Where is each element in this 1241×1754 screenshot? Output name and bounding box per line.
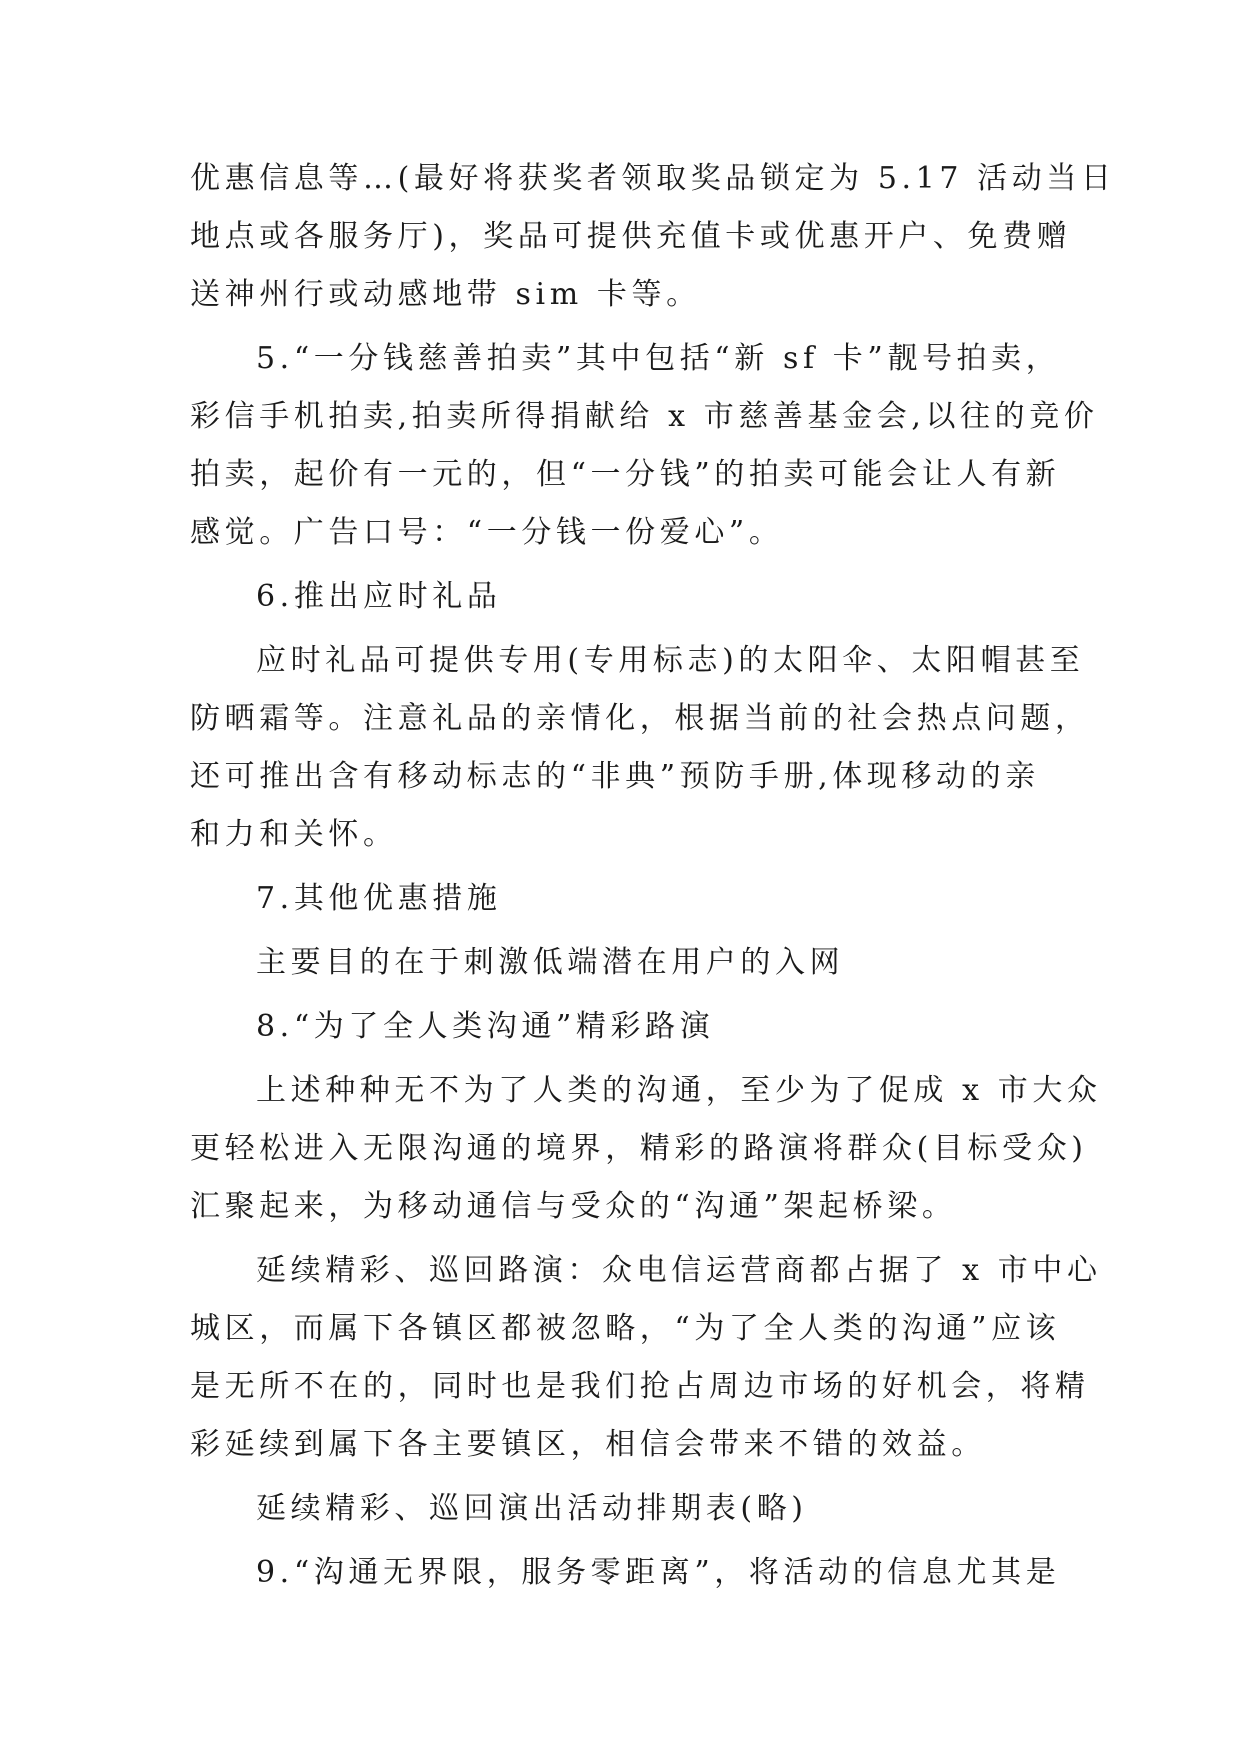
text-line: 应时礼品可提供专用(专用标志)的太阳伞、太阳帽甚至: [256, 643, 1085, 678]
text-line: 7.其他优惠措施: [256, 881, 502, 916]
text-line: 5.“一分钱慈善拍卖”其中包括“新 sf 卡”靓号拍卖，: [256, 341, 1061, 376]
text-line: 是无所不在的，同时也是我们抢占周边市场的好机会，将精: [190, 1369, 1090, 1404]
para-item-7-purpose: [190, 934, 1060, 992]
text-line: 还可推出含有移动标志的“非典”预防手册,体现移动的亲: [190, 759, 1040, 794]
para-item-8-schedule: [190, 1480, 1060, 1538]
text-line: 地点或各服务厅)，奖品可提供充值卡或优惠开户、免费赠: [190, 219, 1072, 254]
heading-item-7: [190, 870, 1060, 928]
heading-item-6: [190, 568, 1060, 626]
text-line: 城区，而属下各镇区都被忽略，“为了全人类的沟通”应该: [190, 1311, 1061, 1346]
text-line: 彩信手机拍卖,拍卖所得捐献给 x 市慈善基金会,以往的竞价: [190, 399, 1099, 434]
text-line: 汇聚起来，为移动通信与受众的“沟通”架起桥梁。: [190, 1189, 957, 1224]
text-line: 拍卖，起价有一元的，但“一分钱”的拍卖可能会让人有新: [190, 457, 1061, 492]
para-item-5-auction: [190, 330, 1099, 562]
text-line: 上述种种无不为了人类的沟通，至少为了促成 x 市大众: [256, 1073, 1102, 1108]
document-page: [190, 150, 1116, 1602]
text-line: 彩延续到属下各主要镇区，相信会带来不错的效益。: [190, 1427, 986, 1462]
para-item-8-tour: [190, 1242, 1102, 1474]
text-line: 8.“为了全人类沟通”精彩路演: [256, 1009, 715, 1044]
para-prize-continued: [190, 150, 1116, 324]
text-line: 主要目的在于刺激低端潜在用户的入网: [256, 945, 845, 980]
heading-item-8: [190, 998, 1060, 1056]
para-item-6-gifts: [190, 632, 1090, 864]
para-item-8-roadshow: [190, 1062, 1102, 1236]
document-body: [190, 150, 1116, 1602]
text-line: 9.“沟通无界限，服务零距离”，将活动的信息尤其是: [256, 1555, 1061, 1590]
heading-item-9: [190, 1544, 1060, 1602]
text-line: 优惠信息等…(最好将获奖者领取奖品锁定为 5.17 活动当日: [190, 161, 1116, 196]
text-line: 6.推出应时礼品: [256, 579, 502, 614]
text-line: 更轻松进入无限沟通的境界，精彩的路演将群众(目标受众): [190, 1131, 1088, 1166]
text-line: 防晒霜等。注意礼品的亲情化，根据当前的社会热点问题，: [190, 701, 1090, 736]
text-line: 和力和关怀。: [190, 817, 398, 852]
text-line: 延续精彩、巡回演出活动排期表(略): [256, 1491, 808, 1526]
text-line: 延续精彩、巡回路演：众电信运营商都占据了 x 市中心: [256, 1253, 1102, 1288]
text-line: 送神州行或动感地带 sim 卡等。: [190, 277, 701, 312]
text-line: 感觉。广告口号：“一分钱一份爱心”。: [190, 515, 784, 550]
